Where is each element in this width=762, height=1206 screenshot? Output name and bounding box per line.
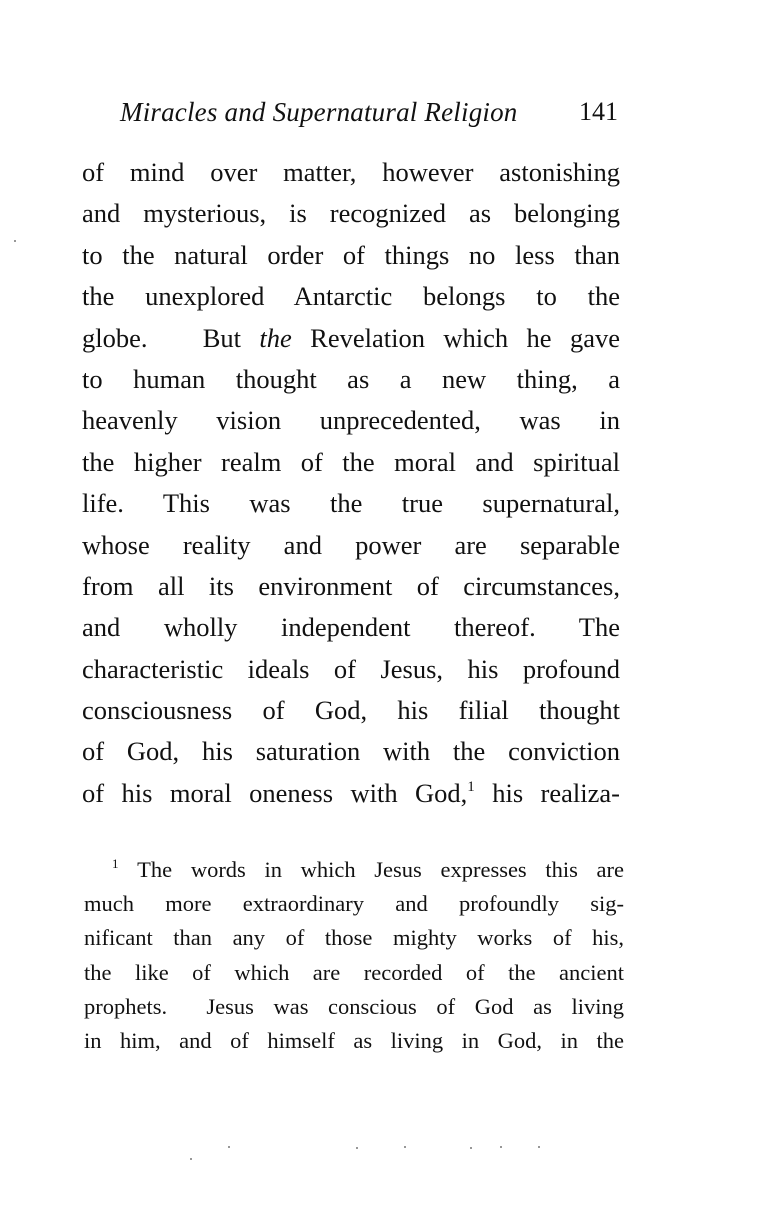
running-head bbox=[112, 94, 618, 130]
footnote-line: nificant than any of those mighty works of his, bbox=[84, 925, 624, 951]
italic-word: the bbox=[259, 322, 292, 353]
scan-speck bbox=[538, 1146, 540, 1148]
text-segment: globe. But bbox=[82, 322, 260, 353]
footnote-line: prophets. Jesus was conscious of God as living bbox=[84, 993, 624, 1019]
text-line bbox=[82, 318, 620, 359]
footnote-line bbox=[84, 853, 624, 887]
text-line: and wholly independent thereof. The bbox=[82, 612, 620, 643]
text-line: to the natural order of things no less than bbox=[82, 239, 620, 270]
text-segment: Revelation which he gave bbox=[291, 322, 620, 353]
running-title: Miracles and Supernatural Religion bbox=[120, 97, 518, 127]
footnote-line: the like of which are recorded of the ancient bbox=[84, 959, 624, 985]
text-line: whose reality and power are separable bbox=[82, 529, 620, 560]
scan-speck bbox=[500, 1146, 502, 1148]
footnote-reference: 1 bbox=[467, 778, 475, 795]
text-line: characteristic ideals of Jesus, his profound bbox=[82, 653, 620, 684]
scan-speck bbox=[190, 1158, 192, 1160]
text-line: and mysterious, is recognized as belonging bbox=[82, 198, 620, 229]
scan-speck bbox=[228, 1146, 230, 1148]
text-line: from all its environment of circumstances, bbox=[82, 570, 620, 601]
scan-speck bbox=[470, 1147, 472, 1149]
text-line: to human thought as a new thing, a bbox=[82, 363, 620, 394]
text-line bbox=[82, 773, 620, 814]
text-line: of mind over matter, however astonishing bbox=[82, 157, 620, 187]
footnote bbox=[84, 853, 624, 1058]
footnote-line: much more extraordinary and profoundly sig- bbox=[84, 891, 624, 917]
scan-speck bbox=[356, 1147, 358, 1149]
text-line: of God, his saturation with the conviction bbox=[82, 736, 620, 767]
text-line: the higher realm of the moral and spiritual bbox=[82, 446, 620, 477]
text-line: heavenly vision unprecedented, was in bbox=[82, 405, 620, 436]
text-line: consciousness of God, his filial thought bbox=[82, 695, 620, 726]
text-segment: his realiza- bbox=[474, 777, 620, 808]
text-segment: of his moral oneness with God, bbox=[82, 777, 468, 808]
scan-speck bbox=[14, 240, 16, 242]
page-number: 141 bbox=[579, 97, 618, 126]
footnote-line: in him, and of himself as living in God, in the bbox=[84, 1027, 624, 1053]
scan-speck bbox=[404, 1146, 406, 1148]
text-segment: The words in which Jesus expresses this are bbox=[137, 857, 624, 882]
body-text bbox=[82, 152, 620, 814]
text-line: the unexplored Antarctic belongs to the bbox=[82, 281, 620, 312]
text-line: life. This was the true supernatural, bbox=[82, 488, 620, 519]
footnote-marker: 1 bbox=[112, 856, 119, 871]
